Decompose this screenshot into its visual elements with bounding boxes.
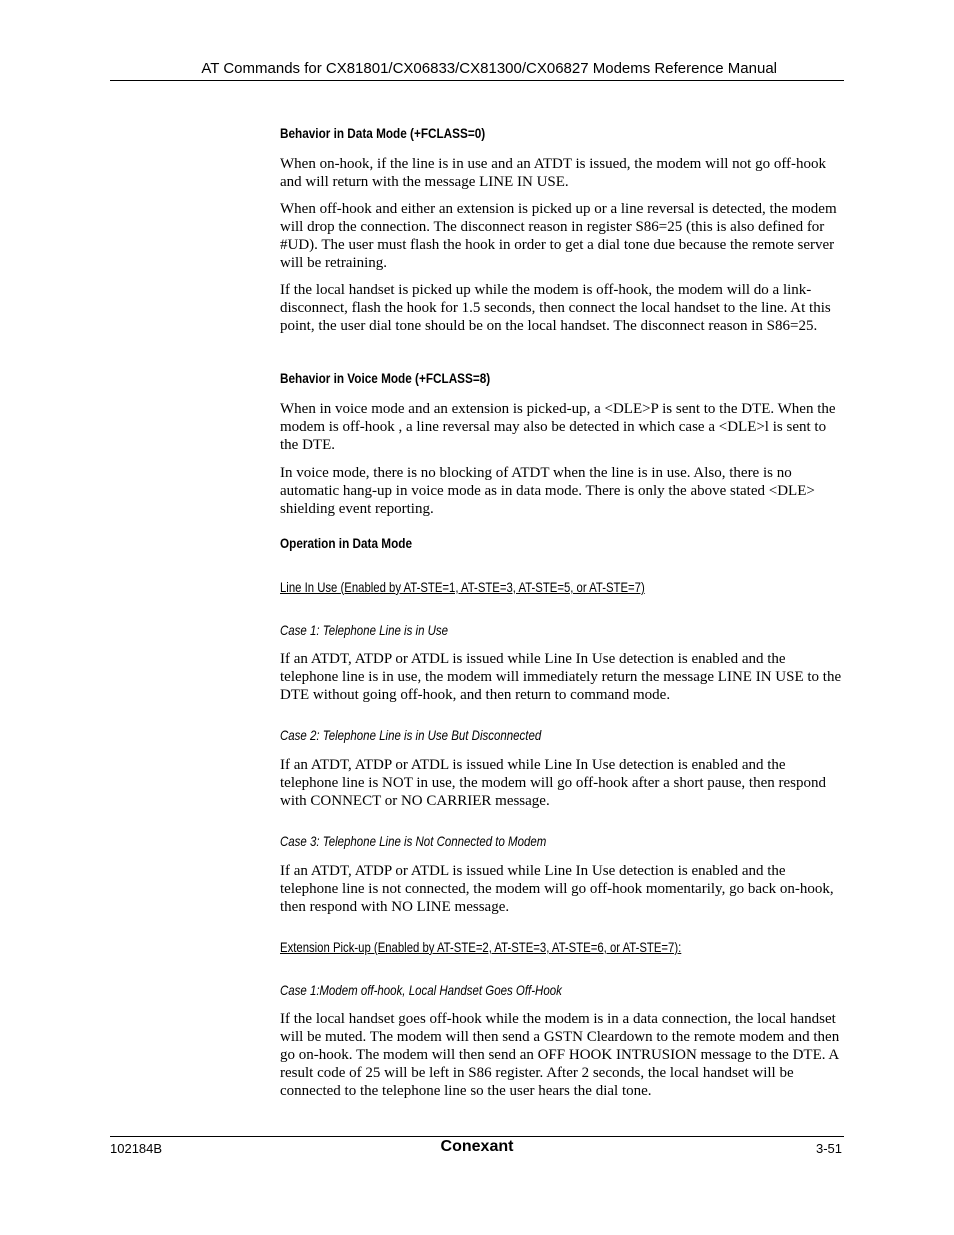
case-title: [280, 982, 562, 998]
case-title-text: Modem off-hook, Local Handset Goes Off-Hook: [319, 982, 562, 998]
heading-operation-data-mode: Operation in Data Mode: [280, 535, 412, 551]
case-title: Case 3: Telephone Line is Not Connected to Modem: [280, 833, 547, 849]
footer-company: Conexant: [440, 1138, 514, 1155]
case-label: Case 1:: [280, 982, 320, 998]
paragraph: If an ATDT, ATDP or ATDL is issued while Line In Use detection is enabled and the telephone line is not connected, the modem will go off-hook momentarily, go back on-hook, then respond with NO LINE message.: [280, 863, 834, 915]
paragraph: If the local handset goes off-hook while the modem is in a data connection, the local handset will be muted. The modem will then send a GSTN Cleardown to the remote modem and then go on-hook. The modem will then send an OFF HOOK INTRUSION message to the DTE. A result code of 25 will be left in S86 register. After 2 seconds, the local handset will be connected to the telephone line so the user hears the dial tone.: [280, 1011, 840, 1099]
heading-voice-mode: Behavior in Voice Mode (+FCLASS=8): [280, 370, 491, 386]
case-title: Case 1: Telephone Line is in Use: [280, 622, 449, 638]
footer-page-number: 3-51: [815, 1141, 842, 1156]
subheading-extension-pickup: Extension Pick-up (Enabled by AT-STE=2, AT-STE=3, AT-STE=6, or AT-STE=7):: [280, 939, 682, 955]
paragraph: In voice mode, there is no blocking of ATDT when the line is in use. Also, there is no automatic hang-up in voice mode as in data mode. There is only the above stated <DLE> shielding event reporting.: [280, 465, 815, 517]
paragraph: If an ATDT, ATDP or ATDL is issued while Line In Use detection is enabled and the telephone line is NOT in use, the modem will go off-hook after a short pause, then respond with CONNECT or NO CARRIER message.: [280, 757, 826, 809]
paragraph: When in voice mode and an extension is picked-up, a <DLE>P is sent to the DTE. When the modem is off-hook , a line reversal may also be detected in which case a <DLE>l is sent to the DTE.: [280, 401, 836, 453]
heading-data-mode: Behavior in Data Mode (+FCLASS=0): [280, 125, 486, 141]
page-header-title: AT Commands for CX81801/CX06833/CX81300/CX06827 Modems Reference Manual: [201, 60, 777, 77]
subheading-line-in-use: Line In Use (Enabled by AT-STE=1, AT-STE=3, AT-STE=5, or AT-STE=7): [280, 579, 645, 595]
footer-doc-number: 102184B: [110, 1141, 163, 1156]
paragraph: If an ATDT, ATDP or ATDL is issued while Line In Use detection is enabled and the telephone line is in use, the modem will immediately return the message LINE IN USE to the DTE without going off-hook, and then return to command mode.: [280, 651, 842, 703]
case-title: Case 2: Telephone Line is in Use But Disconnected: [280, 727, 542, 743]
paragraph: If the local handset is picked up while the modem is off-hook, the modem will do a link-disconnect, flash the hook for 1.5 seconds, then connect the local handset to the line. At this point, the user dial tone should be on the local handset. The disconnect reason in S86=25.: [280, 282, 831, 334]
footer-rule: [110, 1136, 844, 1137]
paragraph: When off-hook and either an extension is picked up or a line reversal is detected, the modem will drop the connection. The disconnect reason in register S86=25 (this is also defined for #UD). The user must flash the hook in order to get a dial tone due because the remote server will be retraining.: [280, 201, 837, 271]
paragraph: When on-hook, if the line is in use and an ATDT is issued, the modem will not go off-hook and will return with the message LINE IN USE.: [280, 156, 827, 190]
header-rule: [110, 80, 844, 81]
